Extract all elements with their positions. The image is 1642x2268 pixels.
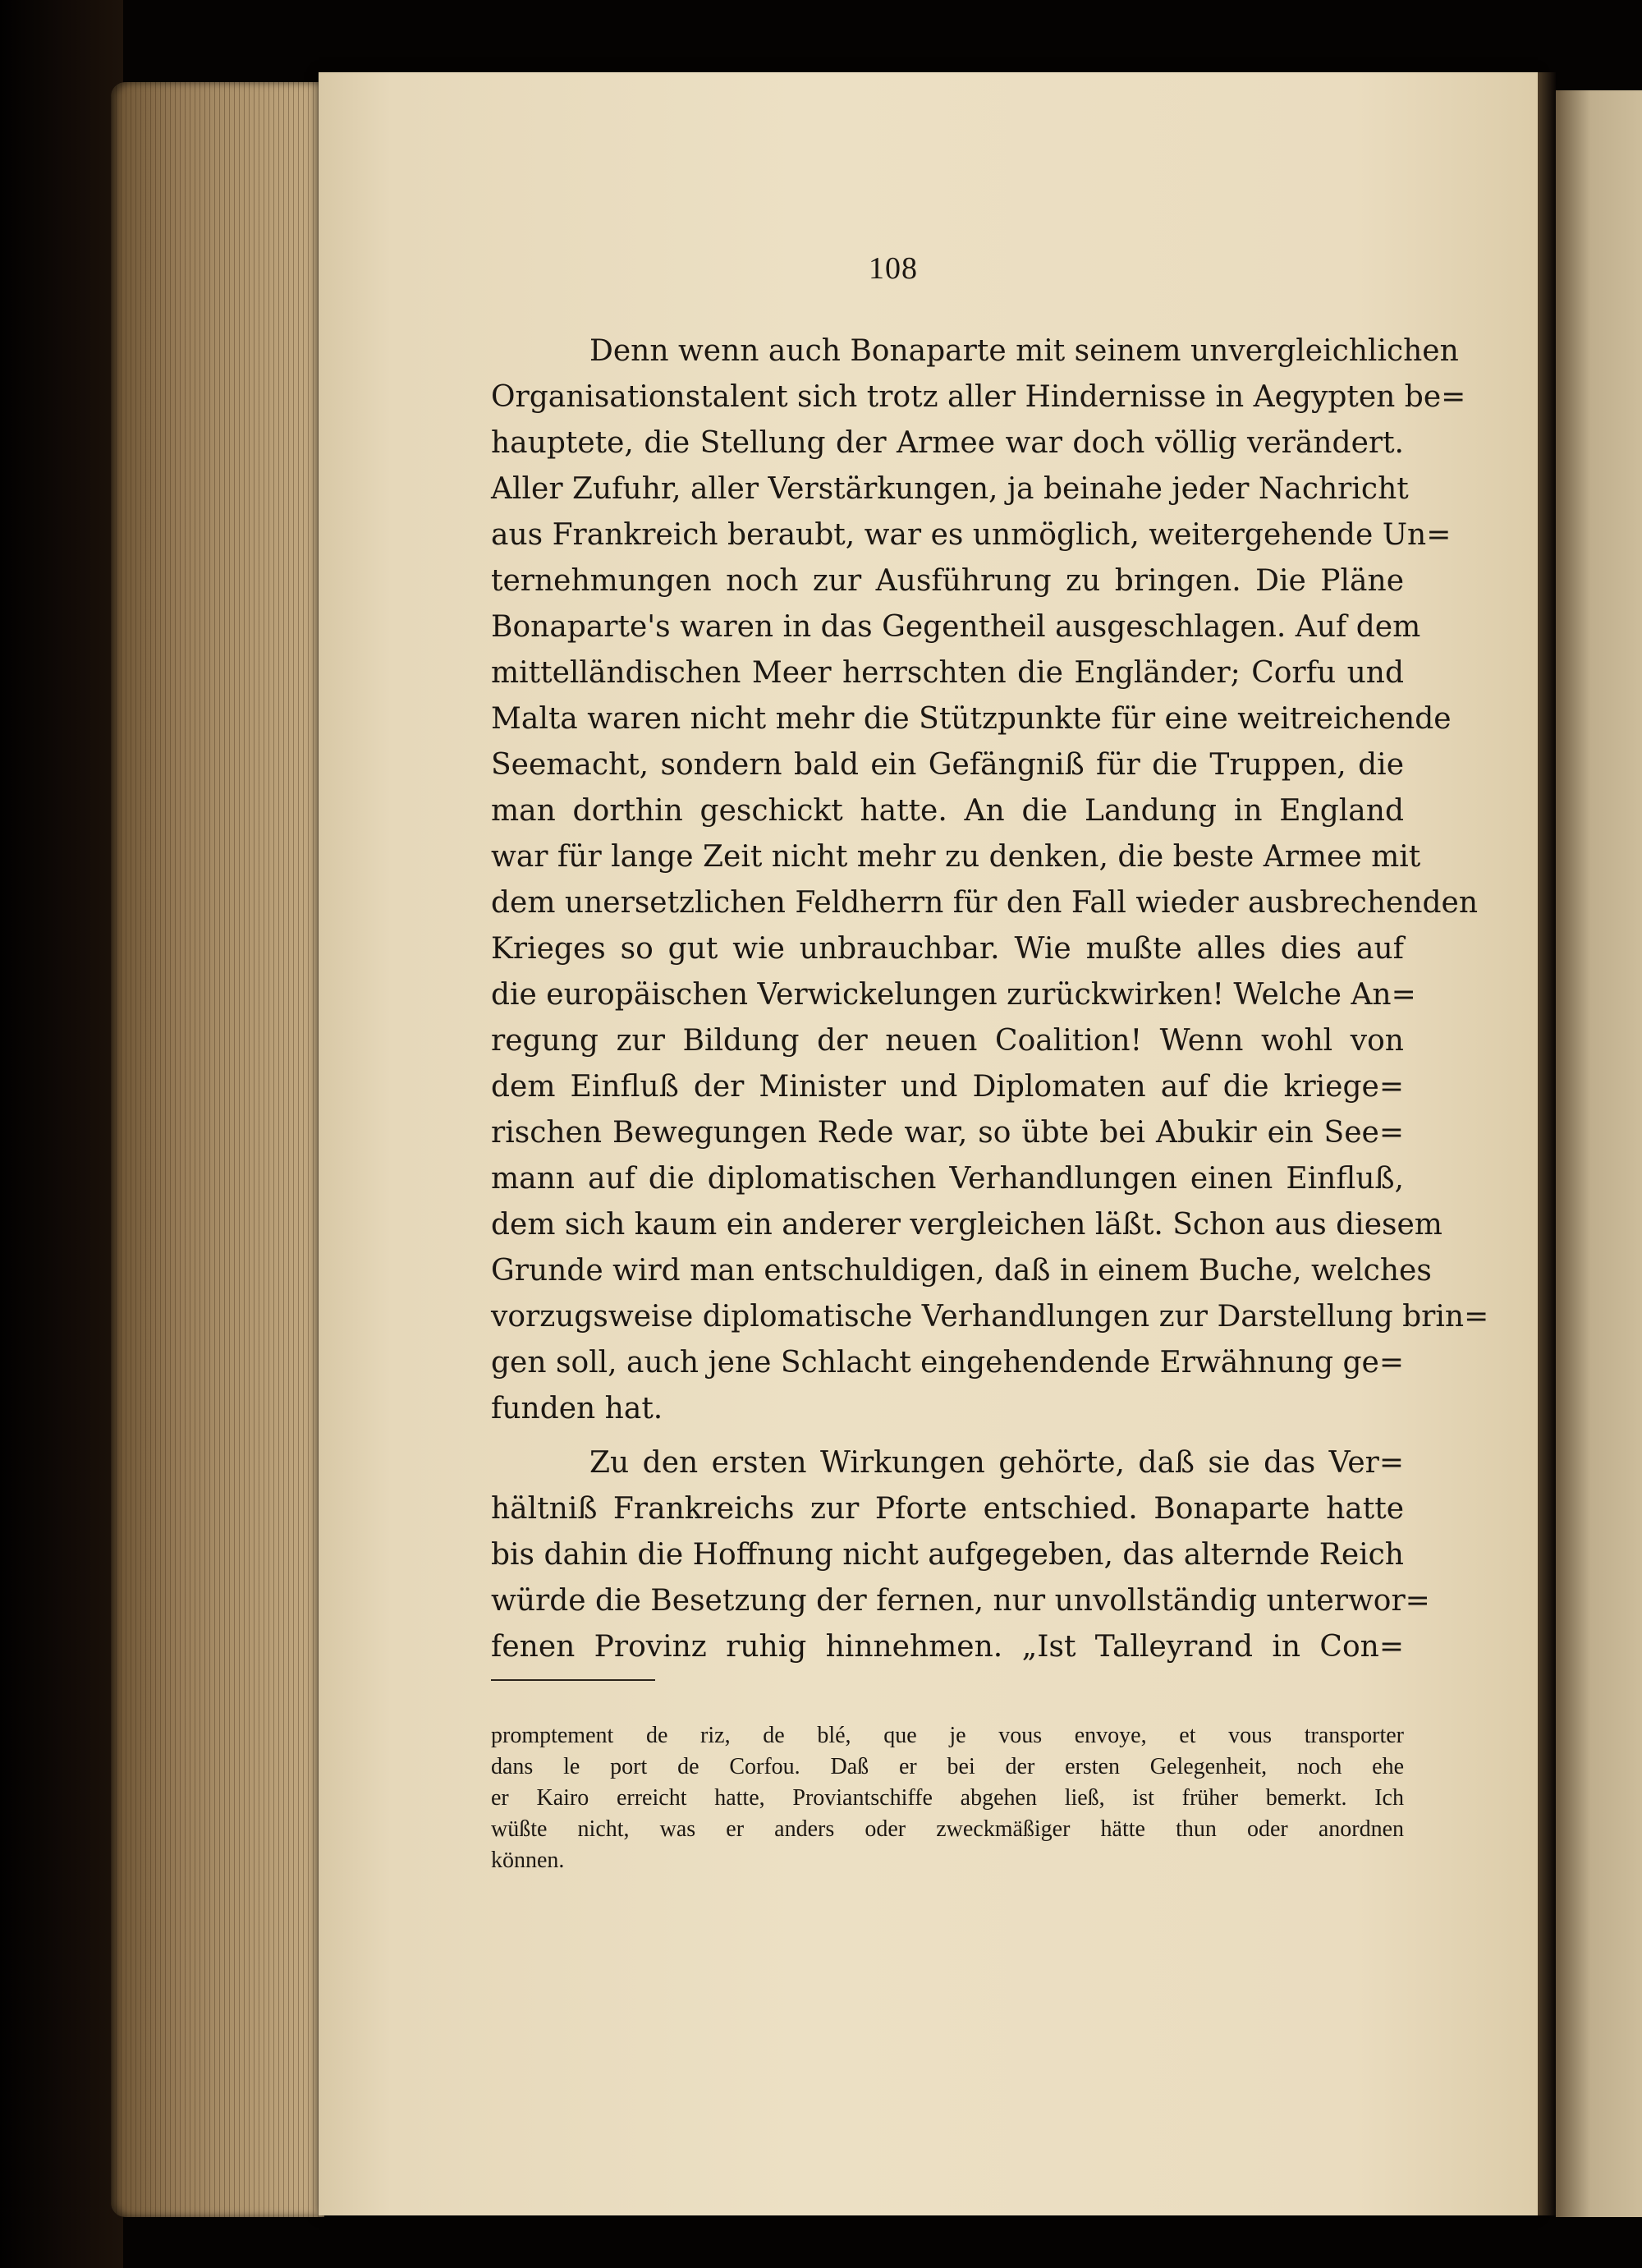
page-edges bbox=[111, 82, 324, 2217]
text-line: dem Einfluß der Minister und Diplomaten auf die kriege= bbox=[491, 1070, 1404, 1104]
book-spine-shadow bbox=[0, 0, 123, 2268]
text-line: regung zur Bildung der neuen Coalition! Wenn wohl von bbox=[491, 1024, 1404, 1058]
paragraph-gap bbox=[491, 1432, 1404, 1440]
footnote-line: dans le port de Corfou. Daß er bei der ersten Gelegenheit, noch ehe bbox=[491, 1754, 1404, 1779]
page-gutter bbox=[1538, 72, 1556, 2215]
text-line: Malta waren nicht mehr die Stützpunkte für eine weitreichende bbox=[491, 702, 1452, 736]
text-line: dem sich kaum ein anderer vergleichen läßt. Schon aus diesem bbox=[491, 1208, 1442, 1242]
footnote-rule bbox=[491, 1679, 655, 1681]
text-line: rischen Bewegungen Rede war, so übte bei Abukir ein See= bbox=[491, 1116, 1404, 1150]
footnote-line: wüßte nicht, was er anders oder zweckmäßiger hätte thun oder anordnen bbox=[491, 1816, 1404, 1842]
text-line: man dorthin geschickt hatte. An die Landung in England bbox=[491, 794, 1404, 828]
text-line: funden hat. bbox=[491, 1392, 663, 1426]
text-line: Denn wenn auch Bonaparte mit seinem unvergleichlichen bbox=[589, 334, 1459, 368]
text-line: dem unersetzlichen Feldherrn für den Fall wieder ausbrechenden bbox=[491, 886, 1479, 920]
text-line: die europäischen Verwickelungen zurückwirken! Welche An= bbox=[491, 978, 1416, 1012]
text-line: Bonaparte's waren in das Gegentheil ausgeschlagen. Auf dem bbox=[491, 610, 1421, 644]
text-line: bis dahin die Hoffnung nicht aufgegeben, das alternde Reich bbox=[491, 1538, 1404, 1572]
body-text bbox=[491, 328, 1489, 1670]
text-line: Aller Zufuhr, aller Verstärkungen, ja beinahe jeder Nachricht bbox=[491, 472, 1409, 506]
text-line: gen soll, auch jene Schlacht eingehendende Erwähnung ge= bbox=[491, 1346, 1404, 1380]
text-line: aus Frankreich beraubt, war es unmöglich, weitergehende Un= bbox=[491, 518, 1452, 552]
text-line: hauptete, die Stellung der Armee war doch völlig verändert. bbox=[491, 426, 1404, 460]
text-line: vorzugsweise diplomatische Verhandlungen zur Darstellung brin= bbox=[491, 1300, 1489, 1334]
text-line: Krieges so gut wie unbrauchbar. Wie mußte alles dies auf bbox=[491, 932, 1404, 966]
text-line: mittelländischen Meer herrschten die Engländer; Corfu und bbox=[491, 656, 1404, 690]
text-line: hältniß Frankreichs zur Pforte entschied. Bonaparte hatte bbox=[491, 1492, 1404, 1526]
footnote-line: er Kairo erreicht hatte, Proviantschiffe abgehen ließ, ist früher bemerkt. Ich bbox=[491, 1785, 1404, 1811]
text-line: war für lange Zeit nicht mehr zu denken, die beste Armee mit bbox=[491, 840, 1421, 874]
page-number: 108 bbox=[869, 251, 918, 286]
text-line: Zu den ersten Wirkungen gehörte, daß sie das Ver= bbox=[589, 1446, 1404, 1480]
text-line: würde die Besetzung der fernen, nur unvollständig unterwor= bbox=[491, 1584, 1430, 1618]
text-line: fenen Provinz ruhig hinnehmen. „Ist Talleyrand in Con= bbox=[491, 1630, 1404, 1664]
text-line: mann auf die diplomatischen Verhandlungen einen Einfluß, bbox=[491, 1162, 1404, 1196]
text-line: Organisationstalent sich trotz aller Hindernisse in Aegypten be= bbox=[491, 380, 1466, 414]
footnote-line: promptement de riz, de blé, que je vous envoye, et vous transporter bbox=[491, 1723, 1404, 1748]
text-line: Grunde wird man entschuldigen, daß in einem Buche, welches bbox=[491, 1254, 1432, 1288]
text-line: ternehmungen noch zur Ausführung zu bringen. Die Pläne bbox=[491, 564, 1404, 598]
footnote-line: können. bbox=[491, 1848, 565, 1873]
text-line: Seemacht, sondern bald ein Gefängniß für die Truppen, die bbox=[491, 748, 1404, 782]
facing-page-edge bbox=[1556, 90, 1642, 2217]
footnote-text bbox=[491, 1720, 1404, 1876]
